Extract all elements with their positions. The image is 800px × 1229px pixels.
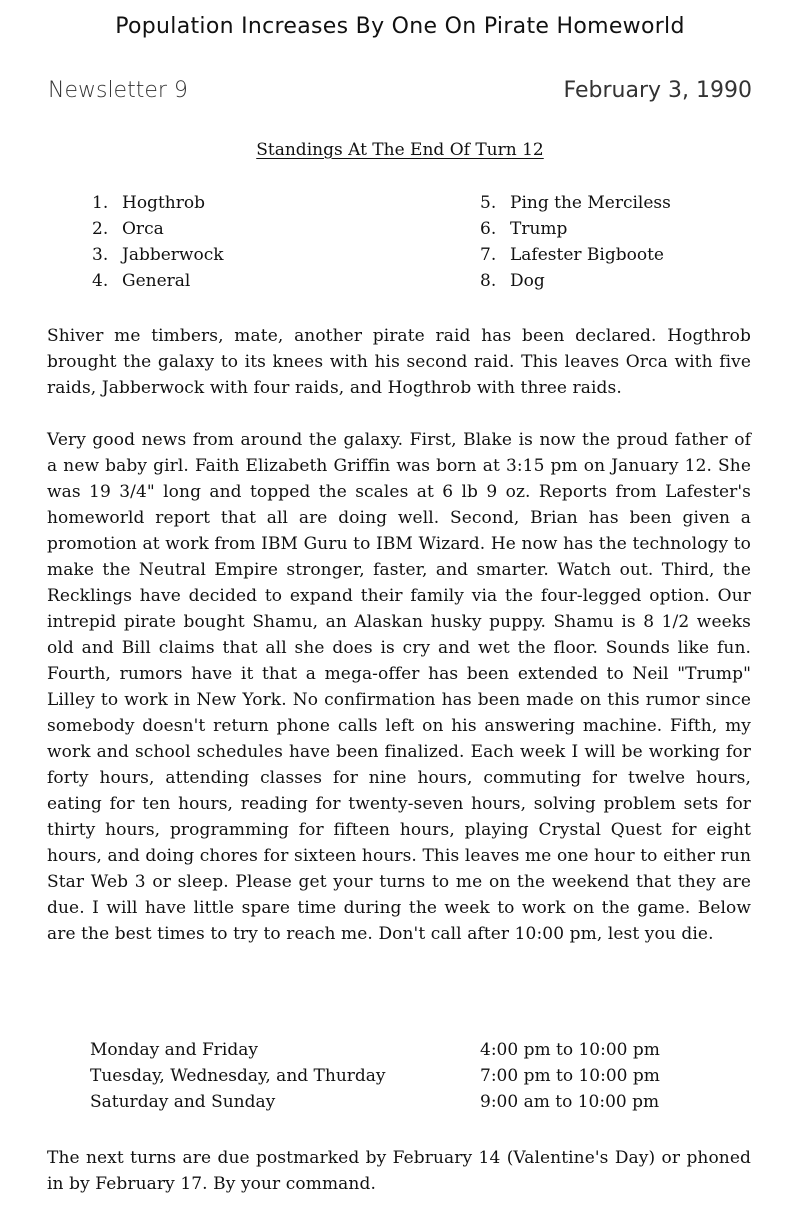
standings-player: Lafester Bigboote [510,245,664,265]
standings-entry [480,190,671,216]
standings-rank: 2. [92,219,109,239]
standings-rank: 6. [480,219,497,239]
standings-entry [480,268,671,294]
standings-rank: 4. [92,271,109,291]
standings-player: Ping the Merciless [510,193,671,213]
standings-list-right [480,190,671,294]
standings-player: Jabberwock [122,245,224,265]
standings-player: General [122,271,191,291]
standings-player: Hogthrob [122,193,205,213]
standings-rank: 5. [480,193,497,213]
standings-entry [480,242,671,268]
newsletter-issue: Newsletter 9 [48,78,188,103]
standings-entry [92,242,224,268]
standings-entry [92,216,224,242]
schedule-days: Monday and Friday [90,1040,258,1060]
standings-entry [92,268,224,294]
newsletter-date: February 3, 1990 [563,78,752,103]
schedule-row [90,1089,690,1115]
news-paragraph: Very good news from around the galaxy. First, Blake is now the proud father of a new baby girl. Faith Elizabeth Griffin was born at 3:15 pm on January 12. She was 19 3/4" long and topped the scales at 6 lb 9 oz. Reports from Lafester's homeworld report that all are doing well. Second, Brian has been given a promotion at work from IBM Guru to IBM Wizard. He now has the technology to make the Neutral Empire stronger, faster, and smarter. Watch out. Third, the Recklings have decided to expand their family via the four-legged option. Our intrepid pirate bought Shamu, an Alaskan husky puppy. Shamu is 8 1/2 weeks old and Bill claims that all she does is cry and wet the floor. Sounds like fun. Fourth, rumors have it that a mega-offer has been extended to Neil "Trump" Lilley to work in New York. No confirmation has been made on this rumor since somebody doesn't return phone calls left on his answering machine. Fifth, my work and school schedules have been finalized. Each week I will be working for forty hours, attending classes for nine hours, commuting for twelve hours, eating for ten hours, reading for twenty-seven hours, solving problem sets for thirty hours, programming for fifteen hours, playing Crystal Quest for eight hours, and doing chores for sixteen hours. This leaves me one hour to either run Star Web 3 or sleep. Please get your turns to me on the weekend that they are due. I will have little spare time during the week to work on the game. Below are the best times to try to reach me. Don't call after 10:00 pm, lest you die. [47,430,751,944]
closing-paragraph: The next turns are due postmarked by February 14 (Valentine's Day) or phoned in by February 17. By your command. [47,1148,751,1194]
schedule-times: 7:00 pm to 10:00 pm [480,1066,660,1086]
standings-rank: 1. [92,193,109,213]
raid-paragraph: Shiver me timbers, mate, another pirate raid has been declared. Hogthrob brought the galaxy to its knees with his second raid. This leaves Orca with five raids, Jabberwock with four raids, and Hogthrob with three raids. [47,326,751,398]
standings-rank: 7. [480,245,497,265]
schedule-days: Saturday and Sunday [90,1092,276,1112]
standings-player: Orca [122,219,164,239]
standings-entry [92,190,224,216]
schedule-row [90,1037,690,1063]
schedule-days: Tuesday, Wednesday, and Thurday [90,1066,386,1086]
standings-rank: 3. [92,245,109,265]
standings-entry [480,216,671,242]
standings-player: Dog [510,271,545,291]
contact-schedule [90,1037,690,1115]
schedule-times: 4:00 pm to 10:00 pm [480,1040,660,1060]
standings-rank: 8. [480,271,497,291]
standings-heading: Standings At The End Of Turn 12 [256,140,544,160]
schedule-row [90,1063,690,1089]
schedule-times: 9:00 am to 10:00 pm [480,1092,660,1112]
standings-player: Trump [510,219,568,239]
headline: Population Increases By One On Pirate Homeworld [115,14,685,39]
standings-list-left [92,190,224,294]
